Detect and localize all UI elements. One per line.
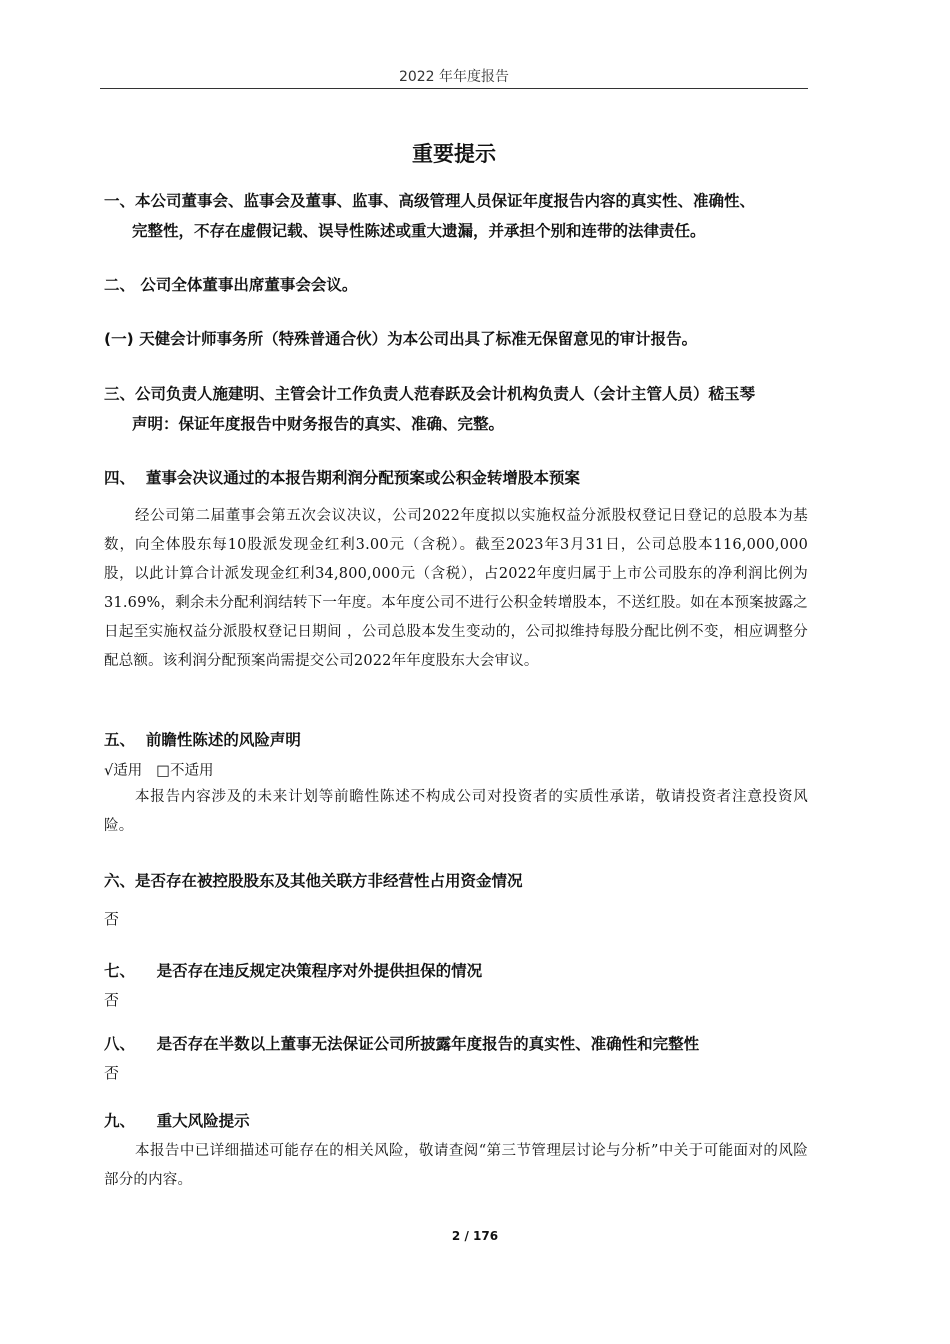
section-9-body: 本报告中已详细描述可能存在的相关风险，敬请查阅“第三节管理层讨论与分析”中关于可能面对的风险部分的内容。 <box>104 1143 808 1188</box>
section-7-title: 是否存在违反规定决策程序对外提供担保的情况 <box>156 962 483 980</box>
section-2-number: 二、 <box>104 276 136 294</box>
section-6-title: 是否存在被控股股东及其他关联方非经营性占用资金情况 <box>135 872 523 890</box>
page-header: 2022 年年度报告 <box>398 69 510 85</box>
section-2-sub-1-number: (一) <box>104 330 134 348</box>
option-applicable-checked: √适用 <box>104 763 143 779</box>
section-5-body: 本报告内容涉及的未来计划等前瞻性陈述不构成公司对投资者的实质性承诺，敬请投资者注意投资风险。 <box>104 789 808 834</box>
section-6-answer: 否 <box>104 910 120 928</box>
section-2 <box>104 270 808 300</box>
section-1-number: 一、 <box>104 192 136 210</box>
section-3-number: 三、 <box>104 385 136 403</box>
section-1-text-line1: 本公司董事会、监事会及董事、监事、高级管理人员保证年度报告内容的真实性、准确性、 <box>135 192 756 210</box>
section-9 <box>104 1106 808 1195</box>
section-1-text-line2: 完整性，不存在虚假记载、误导性陈述或重大遗漏，并承担个别和连带的法律责任。 <box>132 222 706 240</box>
section-4-body: 经公司第二届董事会第五次会议决议，公司2022年度拟以实施权益分派股权登记日登记的总股本为基数，向全体股东每10股派发现金红利3.00元（含税）。截至2023年3月31日，公司总股本116,000,000股，以此计算合计派发现金红利34,800,000元（含税），占2022年度归属于上市公司股东的净利润比例为31.69%，剩余未分配利润结转下一年度。本年度公司不进行公积金转增股本，不送红股。如在本预案披露之日起至实施权益分派股权登记日期间 ，公司总股本发生变动的，公司拟维持每股分配比例不变，相应调整分配总额。该利润分配预案尚需提交公司2022年年度股东大会审议。 <box>104 508 808 669</box>
option-not-applicable-unchecked: □不适用 <box>156 763 214 779</box>
section-9-title: 重大风险提示 <box>156 1112 250 1130</box>
section-2-text: 公司全体董事出席董事会会议。 <box>140 276 358 294</box>
section-5-options <box>104 759 808 783</box>
section-3-text-line1: 公司负责人施建明、主管会计工作负责人范春跃及会计机构负责人（会计主管人员）嵇玉琴 <box>135 385 756 403</box>
section-6-number: 六、 <box>104 872 136 890</box>
section-4-title: 董事会决议通过的本报告期利润分配预案或公积金转增股本预案 <box>145 469 580 487</box>
section-6 <box>104 866 808 931</box>
section-2-sub-1 <box>104 324 808 354</box>
section-7-answer: 否 <box>104 991 120 1009</box>
section-3 <box>104 379 808 439</box>
section-4-number: 四、 <box>104 469 136 487</box>
section-7-number: 七、 <box>104 962 136 980</box>
section-2-sub-1-text: 天健会计师事务所（特殊普通合伙）为本公司出具了标准无保留意见的审计报告。 <box>139 330 698 348</box>
page-title: 重要提示 <box>412 142 496 166</box>
section-4 <box>104 463 808 676</box>
section-3-text-line2: 声明：保证年度报告中财务报告的真实、准确、完整。 <box>132 415 505 433</box>
section-1 <box>104 186 808 246</box>
section-5 <box>104 725 808 841</box>
section-7 <box>104 956 808 1012</box>
section-5-number: 五、 <box>104 731 136 749</box>
section-8-number: 八、 <box>104 1035 136 1053</box>
section-8-title: 是否存在半数以上董事无法保证公司所披露年度报告的真实性、准确性和完整性 <box>156 1035 700 1053</box>
section-8 <box>104 1029 808 1085</box>
section-9-number: 九、 <box>104 1112 136 1130</box>
header-divider <box>100 88 808 89</box>
section-8-answer: 否 <box>104 1064 120 1082</box>
page-number: 2 / 176 <box>451 1229 499 1243</box>
section-5-title: 前瞻性陈述的风险声明 <box>145 731 301 749</box>
